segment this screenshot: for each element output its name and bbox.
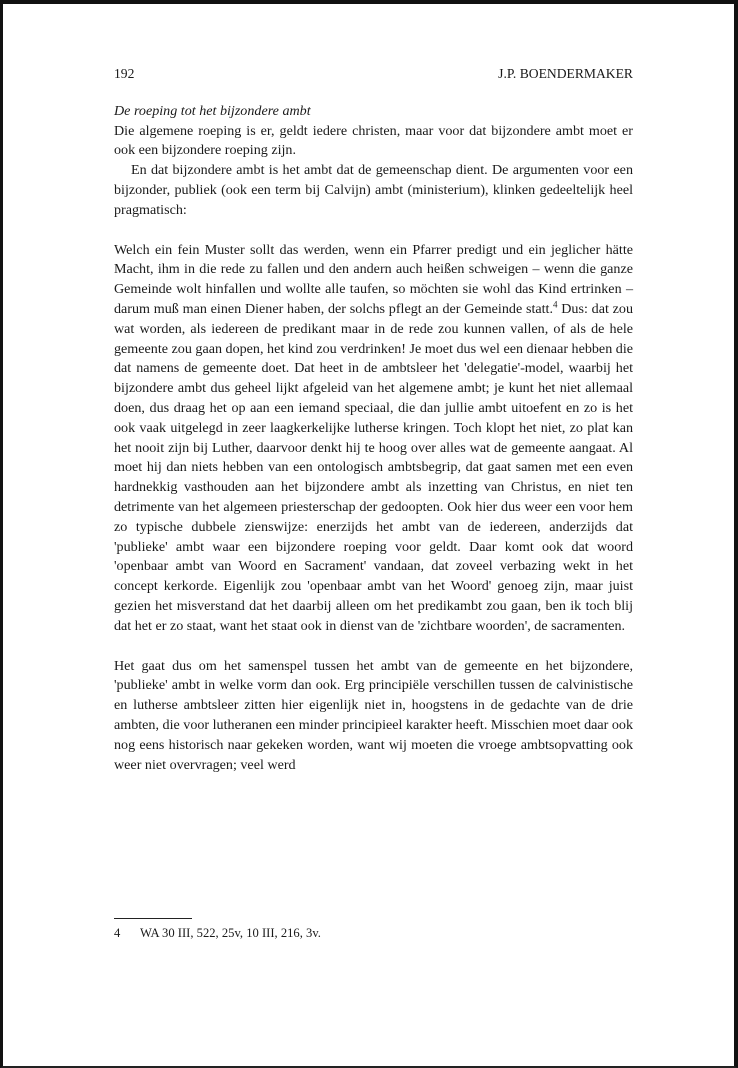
footnote-reference: 4 (552, 299, 558, 310)
paragraph: En dat bijzondere ambt is het ambt dat de gemeenschap dient. De argumenten voor een bijzonder, publiek (ook een term bij Calvijn) ambt (ministerium), klinken gedeeltelijk heel pragmatisch: (114, 162, 633, 218)
paragraph-gap (114, 637, 633, 657)
paragraph: Die algemene roeping is er, geldt iedere christen, maar voor dat bijzondere ambt moet er ook een bijzondere roeping zijn. (114, 122, 633, 159)
page-body (114, 64, 633, 775)
paragraph-with-note (114, 241, 633, 637)
page-number: 192 (114, 66, 135, 81)
footnote-separator (114, 918, 192, 919)
section-title: De roeping tot het bijzondere ambt (114, 102, 311, 119)
paragraph-text: Dus: dat zou wat worden, als iedereen de predikant maar in de rede zou kunnen vallen, of als de hele gemeente zou gaan dopen, het kind zou verdrinken! Je moet dus wel een dienaar hebben die dat namens de gemeente doet. Dat heet in de ambtsleer het 'delegatie'-model, waarbij het bijzondere ambt dus geheel lijkt afgeleid van het algemene ambt; je kunt het niet allemaal doen, dus draag het op aan een iemand speciaal, die dan jullie ambt uitoefent en zo is het ook vaak uitgelegd in zeer laagkerkelijke lutherse kringen. Toch klopt het niet, zo plat kan het nooit zijn bij Luther, daarvoor denkt hij te hoog over alles wat de gemeente aangaat. Al moet hij dan niets hebben van een ontologisch ambtsbegrip, dat gaat samen met een even hardnekkig vasthouden aan het bijzondere ambt als inzetting van Christus, en niet ten detrimente van het algemeen priesterschap der gedoopten. Ook hier dus weer een voor hem zo typische dubbele zienswijze: enerzijds het ambt van de iedereen, anderzijds dat 'publieke' ambt waar een bijzondere roeping voor geldt. Daar komt ook dat woord 'openbaar ambt van Woord en Sacrament' vandaan, dat zoveel verbazing wekt in het concept kerkorde. Eigenlijk zou 'openbaar ambt van het Woord' genoeg zijn, maar juist gezien het misverstand dat het daarbij alleen om het predikambt zou gaan, ben ik toch blij dat het er zo staat, want het staat ook in dienst van de 'zichtbare woorden', de sacramenten. (114, 300, 633, 634)
footnote-text: WA 30 III, 522, 25v, 10 III, 216, 3v. (140, 926, 321, 940)
footnote-number: 4 (114, 926, 121, 940)
footnote (114, 925, 633, 941)
paragraph-text: Welch ein fein Muster sollt das werden, wenn ein Pfarrer predigt und ein jeglicher hätte Macht, ihm in die rede zu fallen und den andern auch heißen schweigen – wenn die ganze Gemeinde wolt hinfallen und wollte alle taufen, so möchten sie wohl das Kind ertrinken – darum muß man einen Diener haben, der solchs pflegt an der Gemeinde statt. (114, 241, 633, 317)
paragraph: Het gaat dus om het samenspel tussen het ambt van de gemeente en het bijzondere, 'publieke' ambt in welke vorm dan ook. Erg principiële verschillen tussen de calvinistische en lutherse ambtsleer zitten hier eigenlijk niet in, hoogstens in de gedachte van de drie ambten, die voor lutheranen een minder principieel karakter heeft. Misschien moet daar ook nog eens historisch naar gekeken worden, want wij moeten die vroege ambtsopvatting ook weer niet overvragen; veel werd (114, 657, 633, 773)
running-head-author: J.P. BOENDERMAKER (498, 66, 633, 81)
paragraph-gap (114, 221, 633, 241)
running-header (114, 64, 633, 84)
